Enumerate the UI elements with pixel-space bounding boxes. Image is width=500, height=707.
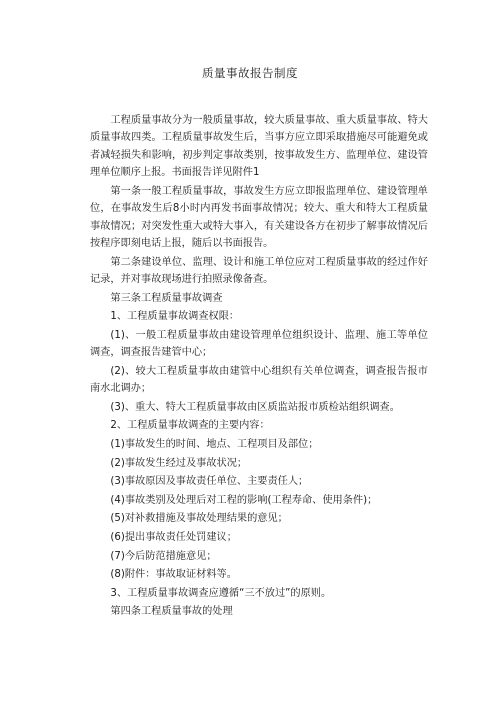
article-4-heading: 第四条工程质量事故的处理 [110, 606, 233, 618]
article-1-paragraph: 第一条一般工程质量事故，事故发生方应立即报监理单位、建设管理单位，在事故发生后8小时内再发书面事故情况；较大、重大和特大工程质量事故情况；对突发性重大或特大事入，有关建设各方在初步了解事故情况后按程序即刻电话上报，随后以书面报告。 [90, 185, 428, 250]
list-item: (4)事故类别及处理后对工程的影响(工程寿命、使用条件)； [110, 494, 378, 506]
list-item: (5)对补救措施及事故处理结果的意见； [110, 513, 288, 525]
list-item: (2)事故发生经过及事故状况； [110, 457, 248, 469]
list-item: (1)、一般工程质量事故由建设管理单位组织设计、监理、施工等单位调查，调查报告建管中心； [90, 329, 428, 359]
article-3-heading: 第三条工程质量事故调查 [110, 292, 223, 304]
section-1-heading: 1、工程质量事故调查权限： [110, 311, 240, 323]
list-item: (2)、较大工程质量事故由建管中心组织有关单位调查，调查报告报市南水北调办； [90, 365, 428, 395]
list-item: (3)、重大、特大工程质量事故由区质监站报市质检站组织调查。 [110, 401, 400, 413]
list-item: (1)事故发生的时间、地点、工程项目及部位； [110, 439, 319, 450]
list-item: (8)附件：事故取证材料等。 [110, 569, 237, 581]
article-2-paragraph: 第二条建设单位、监理、设计和施工单位应对工程质量事故的经过作好记录，并对事故现场进行拍照录像备查。 [90, 256, 428, 286]
section-2-heading: 2、工程质量事故调查的主要内容： [110, 420, 270, 432]
section-3-heading: 3、工程质量事故调查应遵循“三不放过”的原则。 [110, 587, 332, 599]
list-item: (7)今后防范措施意见； [110, 550, 217, 562]
list-item: (3)事故原因及事故责任单位、主要责任人； [110, 476, 309, 488]
list-item: (6)提出事故责任处罚建议； [110, 531, 237, 543]
document-body [90, 112, 428, 622]
document-title: 质量事故报告制度 [202, 66, 298, 80]
intro-paragraph: 工程质量事故分为一般质量事故，较大质量事故、重大质量事故、特大质量事故四类。工程质量事故发生后，当事方应立即采取措施尽可能避免或者减轻损失和影响，初步判定事故类别，按事故发生方、监理单位、建设管理单位顺序上报。书面报告详见附件1 [90, 115, 428, 179]
